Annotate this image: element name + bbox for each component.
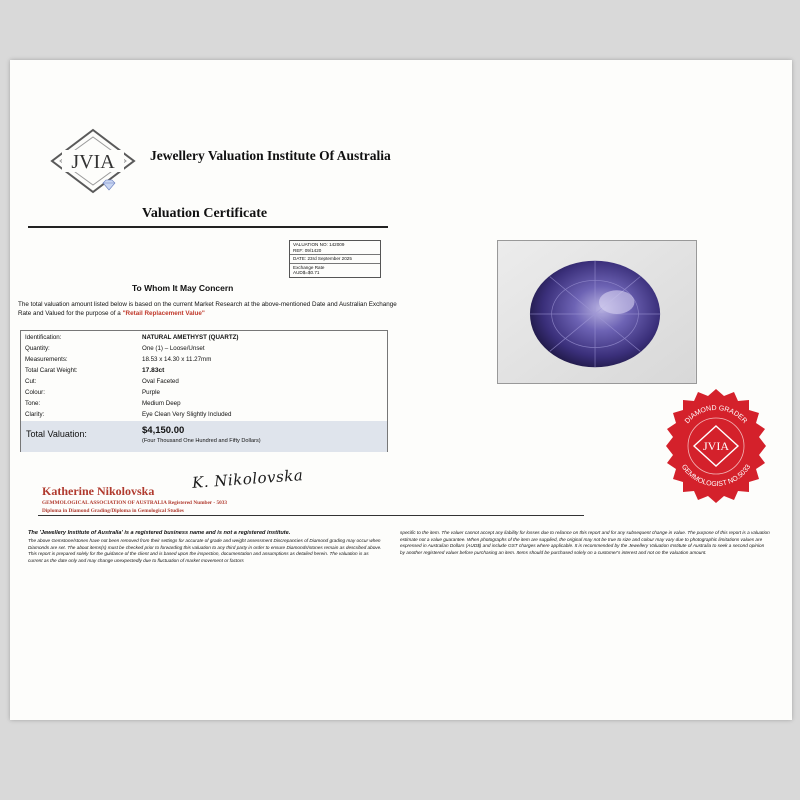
title-divider [28, 226, 388, 228]
detail-row [21, 345, 387, 355]
detail-value: Purple [142, 389, 160, 396]
institute-name: Jewellery Valuation Institute Of Australia [150, 148, 391, 163]
exchange-rate-cell [290, 264, 380, 277]
seal-logo-text: JVIA [703, 439, 729, 453]
diamond-icon [103, 180, 115, 190]
disclaimer-right: specific to the item. The valuer cannot accept any liability for losses due to reliance on this report and for any subsequent change in value. The purpose of this report is a valuation estimate not a value guarantee. When photographs of the item are supplied, the original may not be true to size and colour may vary due to photographic limitations values are expressed in Australian Dollars (AUD$) and include GST charges where applicable. It is recommended by the Jewellery Valuation Institute of Australia to seek a second opinion by another registered valuer before purchasing an item. Items should be purchased solely on a customer's interest and not on the valuation amount. [400, 530, 770, 555]
detail-value: Eye Clean Very Slightly Included [142, 411, 232, 418]
signatory-name: Katherine Nikolovska [42, 484, 155, 498]
detail-value: 18.53 x 14.30 x 11.27mm [142, 356, 212, 363]
detail-row [21, 334, 387, 344]
detail-row [21, 367, 387, 377]
exchange-rate-value: AUD$=$0.71 [293, 270, 320, 276]
retail-replacement-value: "Retail Replacement Value" [122, 309, 205, 317]
total-valuation-words: (Four Thousand One Hundred and Fifty Dollars) [142, 438, 261, 444]
certificate-title: Valuation Certificate [142, 206, 268, 221]
reference-number: REF: 09/1420 [293, 247, 322, 253]
detail-label: Quantity: [25, 345, 50, 352]
valuation-ref-cell [290, 241, 380, 255]
valuation-number: VALUATION NO: 142009 [293, 242, 345, 247]
disclaimer-left: The above Gemstone/stones have not been removed from their settings for accurate of grade and weight assessment Discrepancies of Diamond grading may occur when Diamonds are set. The about items(s) must be checked prior to forwarding this valuation to any third party in order to ensure Diamonds/stones remain as described above. This report is prepared solely for the guidance of the client and is based upon the inspection, documentation and assumptions as detailed herein. The valuation is as current as the date only and may change unexpectedly due to fluctuation of market movement or factors [28, 538, 382, 563]
seal-bottom-text: GEMMOLOGIST NO.5033 [679, 463, 753, 489]
detail-row [21, 389, 387, 399]
logo-text: JVIA [71, 151, 115, 173]
detail-value: NATURAL AMETHYST (QUARTZ) [142, 334, 239, 341]
detail-value: One (1) – Loose/Unset [142, 345, 205, 352]
detail-label: Identification: [25, 334, 62, 341]
handwritten-signature: K. Nikolovska [191, 466, 304, 492]
intro-text: The total valuation amount listed below is based on the current Market Research at the above-mentioned Date and Australian Exchange Rate and Valued for the purpose of a [18, 301, 397, 317]
details-table [20, 330, 388, 452]
detail-row [21, 400, 387, 410]
gemstone-photo [497, 240, 697, 384]
jvia-logo [48, 128, 138, 194]
detail-value: Medium Deep [142, 400, 181, 407]
total-valuation-amount: $4,150.00 [142, 425, 185, 436]
detail-row [21, 378, 387, 388]
intro-paragraph [18, 301, 398, 318]
detail-value: 17.83ct [142, 367, 165, 374]
detail-label: Total Carat Weight: [25, 367, 78, 374]
signatory-diploma: Diploma in Diamond Grading/Diploma in Gemological Studies [42, 508, 184, 514]
detail-label: Cut: [25, 378, 37, 385]
detail-value: Oval Faceted [142, 378, 179, 385]
seal-top-text: DIAMOND GRADER [683, 404, 749, 426]
detail-label: Tone: [25, 400, 41, 407]
signatory-association: GEMMOLOGICAL ASSOCIATION OF AUSTRALIA Registered Number - 5033 [42, 500, 228, 506]
detail-row [21, 356, 387, 366]
total-valuation-label: Total Valuation: [26, 429, 87, 439]
signature-divider [38, 515, 584, 516]
detail-row [21, 411, 387, 421]
diamond-grader-seal [658, 388, 774, 504]
disclaimer-title: The 'Jewellery Institute of Australia' is a registered business name and is not a registered institute. [28, 530, 291, 536]
detail-label: Colour: [25, 389, 45, 396]
detail-label: Measurements: [25, 356, 68, 363]
valuation-date: DATE: 23rd September 2025 [290, 255, 380, 264]
valuation-info-box [289, 240, 381, 278]
detail-label: Clarity: [25, 411, 45, 418]
exchange-rate-label: Exchange Rate [293, 264, 325, 270]
salutation: To Whom It May Concern [132, 283, 234, 293]
